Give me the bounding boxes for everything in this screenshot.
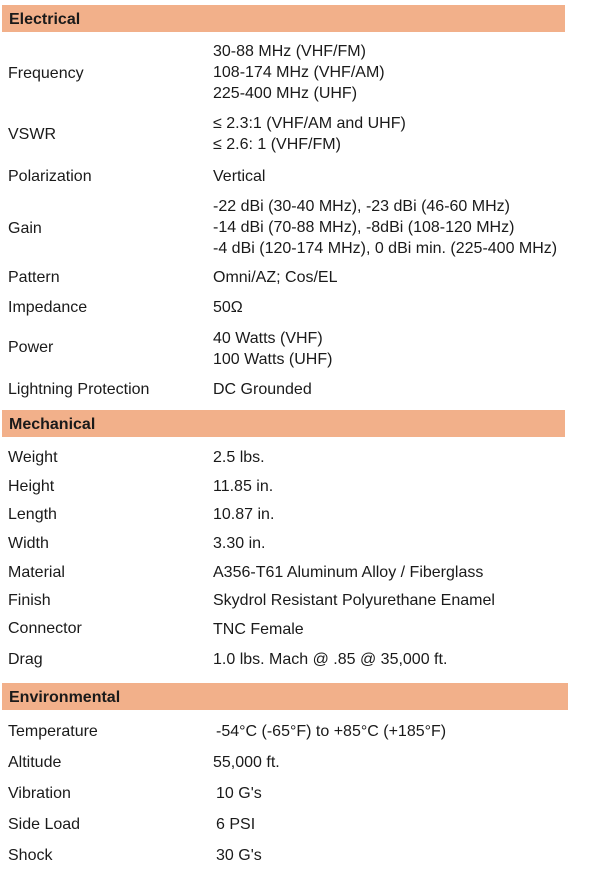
spec-value-line: 108-174 MHz (VHF/AM) bbox=[213, 64, 385, 81]
spec-value: 50Ω bbox=[213, 299, 243, 316]
spec-value-line: 30-88 MHz (VHF/FM) bbox=[213, 43, 366, 60]
spec-value: Omni/AZ; Cos/EL bbox=[213, 269, 338, 286]
spec-label: Lightning Protection bbox=[8, 381, 150, 398]
spec-value-line: ≤ 2.3:1 (VHF/AM and UHF) bbox=[213, 115, 406, 132]
spec-value bbox=[213, 196, 557, 259]
spec-label: Finish bbox=[8, 592, 51, 609]
spec-value-line: 100 Watts (UHF) bbox=[213, 351, 333, 368]
spec-value: 30 G's bbox=[216, 847, 262, 864]
spec-label: VSWR bbox=[8, 126, 56, 143]
spec-value-line: 225-400 MHz (UHF) bbox=[213, 85, 358, 102]
spec-label: Pattern bbox=[8, 269, 60, 286]
section-header-mechanical bbox=[2, 410, 565, 437]
section-header-electrical bbox=[2, 5, 565, 32]
spec-value-line: -22 dBi (30-40 MHz), -23 dBi (46-60 MHz) bbox=[213, 198, 510, 215]
spec-label: Shock bbox=[8, 847, 53, 864]
spec-label: Side Load bbox=[8, 816, 81, 833]
spec-value: 6 PSI bbox=[216, 816, 256, 833]
spec-label: Connector bbox=[8, 620, 82, 637]
spec-value: -54°C (-65°F) to +85°C (+185°F) bbox=[216, 723, 447, 740]
spec-label: Width bbox=[8, 535, 49, 552]
spec-label: Frequency bbox=[8, 65, 84, 82]
spec-value: 2.5 lbs. bbox=[213, 449, 265, 466]
spec-label: Height bbox=[8, 478, 55, 495]
spec-label: Drag bbox=[8, 651, 43, 668]
spec-label: Weight bbox=[8, 449, 58, 466]
spec-label: Material bbox=[8, 564, 65, 581]
spec-value: Vertical bbox=[213, 168, 266, 185]
section-title: Environmental bbox=[9, 689, 121, 706]
spec-label: Impedance bbox=[8, 299, 88, 316]
spec-value: 10.87 in. bbox=[213, 506, 275, 523]
spec-label: Gain bbox=[8, 220, 42, 237]
section-title: Electrical bbox=[9, 11, 81, 28]
section-title: Mechanical bbox=[9, 416, 96, 433]
spec-value bbox=[213, 41, 385, 104]
spec-label: Altitude bbox=[8, 754, 62, 771]
spec-value: 3.30 in. bbox=[213, 535, 266, 552]
spec-value: 1.0 lbs. Mach @ .85 @ 35,000 ft. bbox=[213, 651, 448, 668]
spec-value-line: 40 Watts (VHF) bbox=[213, 330, 323, 347]
spec-value: DC Grounded bbox=[213, 381, 312, 398]
spec-label: Power bbox=[8, 339, 54, 356]
spec-label: Length bbox=[8, 506, 57, 523]
spec-value: 55,000 ft. bbox=[213, 754, 280, 771]
spec-value bbox=[213, 113, 406, 155]
section-header-environmental bbox=[2, 683, 568, 710]
spec-value: Skydrol Resistant Polyurethane Enamel bbox=[213, 592, 495, 609]
spec-value: 11.85 in. bbox=[213, 478, 274, 495]
spec-label: Temperature bbox=[8, 723, 98, 740]
spec-value-line: -4 dBi (120-174 MHz), 0 dBi min. (225-400 MHz) bbox=[213, 240, 558, 257]
spec-label: Polarization bbox=[8, 168, 92, 185]
spec-value: 10 G's bbox=[216, 785, 262, 802]
spec-label: Vibration bbox=[8, 785, 71, 802]
spec-value-line: ≤ 2.6: 1 (VHF/FM) bbox=[213, 136, 341, 153]
spec-value: A356-T61 Aluminum Alloy / Fiberglass bbox=[213, 564, 484, 581]
spec-value bbox=[213, 328, 332, 370]
spec-value: TNC Female bbox=[213, 621, 304, 638]
spec-value-line: -14 dBi (70-88 MHz), -8dBi (108-120 MHz) bbox=[213, 219, 515, 236]
